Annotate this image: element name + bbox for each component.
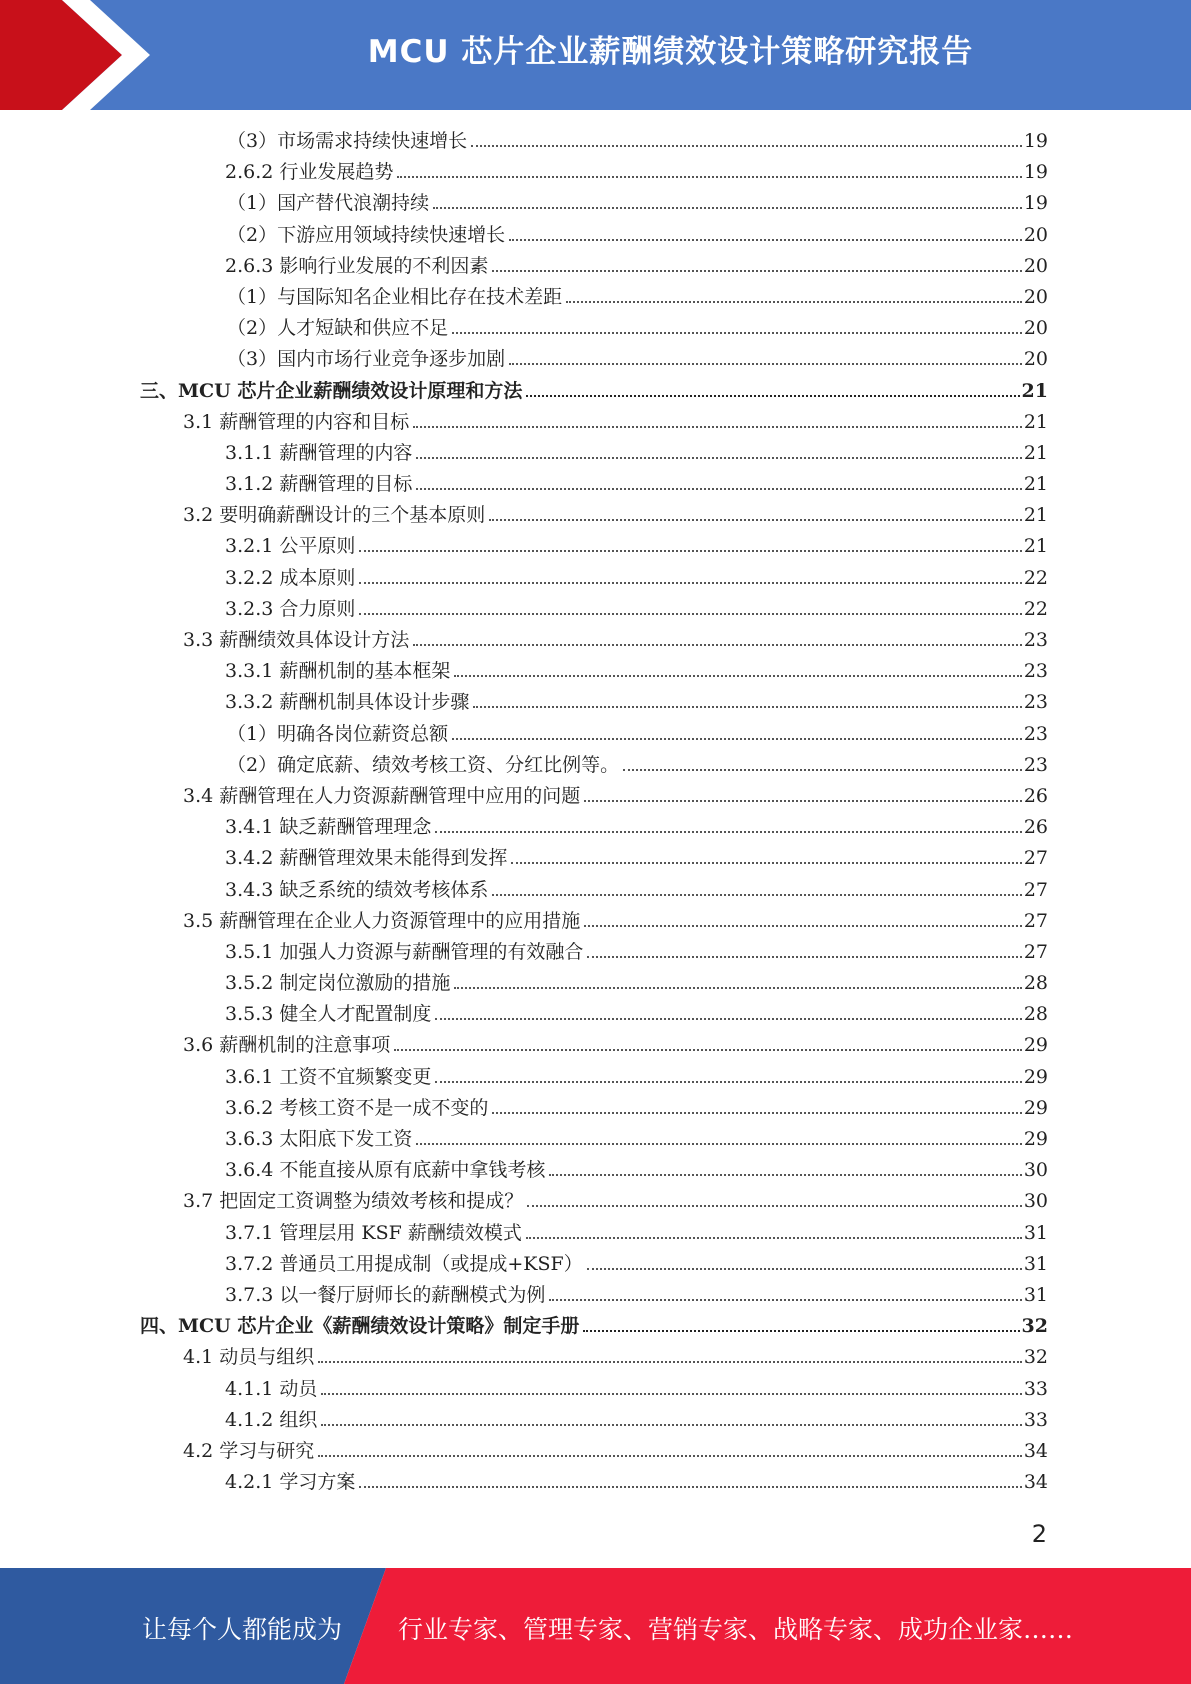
toc-dot-leader	[623, 769, 1022, 771]
toc-entry-page: 34	[1023, 1471, 1048, 1494]
toc-dot-leader	[549, 1299, 1021, 1301]
toc-entry[interactable]	[140, 1249, 1048, 1280]
toc-entry[interactable]	[140, 812, 1048, 843]
toc-dot-leader	[452, 332, 1022, 334]
toc-entry[interactable]	[140, 656, 1048, 687]
toc-dot-leader	[471, 145, 1022, 147]
toc-dot-leader	[454, 987, 1021, 989]
toc-entry-label: （1）与国际知名企业相比存在技术差距	[227, 285, 563, 308]
toc-dot-leader	[452, 738, 1022, 740]
toc-entry-page: 26	[1023, 784, 1048, 807]
toc-entry-page: 33	[1023, 1408, 1048, 1431]
toc-entry[interactable]	[140, 968, 1048, 999]
toc-entry[interactable]	[140, 188, 1048, 219]
toc-entry-page: 19	[1023, 161, 1048, 184]
toc-entry-page: 29	[1023, 1065, 1048, 1088]
toc-entry-label: （2）确定底薪、绩效考核工资、分红比例等。	[227, 753, 620, 776]
toc-entry-label: 3.2.3 合力原则	[225, 597, 356, 620]
toc-entry-label: 3.6 薪酬机制的注意事项	[183, 1034, 391, 1057]
toc-entry[interactable]	[140, 251, 1048, 282]
toc-entry-label: 四、MCU 芯片企业《薪酬绩效设计策略》制定手册	[140, 1315, 580, 1338]
toc-entry-label: 4.2.1 学习方案	[225, 1471, 356, 1494]
toc-entry-label: （2）人才短缺和供应不足	[227, 317, 449, 340]
toc-entry-page: 27	[1023, 847, 1048, 870]
toc-dot-leader	[587, 1268, 1022, 1270]
toc-entry[interactable]	[140, 906, 1048, 937]
toc-entry-page: 20	[1023, 317, 1048, 340]
toc-entry[interactable]	[140, 1405, 1048, 1436]
toc-dot-leader	[359, 582, 1021, 584]
toc-entry-label: 3.4.3 缺乏系统的绩效考核体系	[225, 878, 489, 901]
toc-entry-page: 21	[1023, 441, 1048, 464]
toc-dot-leader	[587, 956, 1021, 958]
toc-dot-leader	[566, 301, 1022, 303]
toc-entry-label: 3.1 薪酬管理的内容和目标	[183, 410, 410, 433]
toc-entry[interactable]	[140, 1186, 1048, 1217]
toc-entry[interactable]	[140, 313, 1048, 344]
toc-entry[interactable]	[140, 157, 1048, 188]
toc-dot-leader	[359, 613, 1021, 615]
toc-dot-leader	[435, 831, 1021, 833]
toc-dot-leader	[321, 1424, 1021, 1426]
toc-entry-label: 3.7.2 普通员工用提成制（或提成+KSF）	[225, 1252, 583, 1275]
toc-dot-leader	[433, 207, 1022, 209]
toc-entry-page: 26	[1023, 816, 1048, 839]
toc-dot-leader	[527, 1205, 1022, 1207]
toc-entry[interactable]	[140, 937, 1048, 968]
toc-entry-label: （1）国产替代浪潮持续	[227, 192, 430, 215]
toc-dot-leader	[509, 239, 1022, 241]
toc-entry-label: 3.1.1 薪酬管理的内容	[225, 441, 413, 464]
footer-slogan-left: 让每个人都能成为	[142, 1615, 343, 1644]
toc-entry-label: 3.4.1 缺乏薪酬管理理念	[225, 816, 432, 839]
toc-entry-label: （2）下游应用领域持续快速增长	[227, 223, 506, 246]
toc-dot-leader	[583, 1330, 1019, 1332]
toc-entry[interactable]	[140, 407, 1048, 438]
toc-entry[interactable]	[140, 750, 1048, 781]
toc-entry-page: 27	[1023, 909, 1048, 932]
toc-entry-label: 3.4.2 薪酬管理效果未能得到发挥	[225, 847, 508, 870]
toc-dot-leader	[454, 675, 1021, 677]
toc-dot-leader	[492, 270, 1021, 272]
toc-entry-page: 31	[1023, 1252, 1048, 1275]
toc-entry[interactable]	[140, 438, 1048, 469]
toc-entry[interactable]	[140, 469, 1048, 500]
toc-entry-label: 3.7.1 管理层用 KSF 薪酬绩效模式	[225, 1221, 522, 1244]
toc-entry[interactable]	[140, 1093, 1048, 1124]
toc-entry[interactable]	[140, 1311, 1048, 1342]
toc-dot-leader	[549, 1174, 1021, 1176]
toc-entry-page: 20	[1023, 223, 1048, 246]
toc-entry[interactable]	[140, 282, 1048, 313]
toc-entry[interactable]	[140, 1155, 1048, 1186]
toc-dot-leader	[584, 925, 1022, 927]
toc-entry-page: 21	[1023, 535, 1048, 558]
toc-entry[interactable]	[140, 344, 1048, 375]
toc-entry-label: 3.5.3 健全人才配置制度	[225, 1003, 432, 1026]
toc-dot-leader	[526, 395, 1019, 397]
toc-dot-leader	[511, 862, 1021, 864]
toc-entry[interactable]	[140, 220, 1048, 251]
toc-entry-page: 31	[1023, 1221, 1048, 1244]
toc-entry[interactable]	[140, 500, 1048, 531]
toc-entry-page: 32	[1021, 1315, 1048, 1338]
toc-entry[interactable]	[140, 594, 1048, 625]
toc-entry-page: 31	[1023, 1283, 1048, 1306]
toc-entry[interactable]	[140, 843, 1048, 874]
toc-entry-page: 23	[1023, 691, 1048, 714]
toc-entry-label: 3.2.2 成本原则	[225, 566, 356, 589]
toc-entry-label: 3.7.3 以一餐厅厨师长的薪酬模式为例	[225, 1283, 546, 1306]
toc-entry[interactable]	[140, 376, 1048, 407]
toc-entry-label: 3.3.2 薪酬机制具体设计步骤	[225, 691, 470, 714]
toc-dot-leader	[526, 1237, 1022, 1239]
toc-dot-leader	[416, 457, 1021, 459]
toc-entry[interactable]	[140, 1218, 1048, 1249]
toc-dot-leader	[318, 1455, 1022, 1457]
toc-entry[interactable]	[140, 999, 1048, 1030]
toc-entry-page: 33	[1023, 1377, 1048, 1400]
toc-entry-label: 4.1.1 动员	[225, 1377, 318, 1400]
toc-entry-label: 4.1.2 组织	[225, 1408, 318, 1431]
toc-entry-label: 3.5.1 加强人力资源与薪酬管理的有效融合	[225, 940, 584, 963]
toc-entry-page: 30	[1023, 1159, 1048, 1182]
toc-entry-page: 30	[1023, 1190, 1048, 1213]
toc-entry-page: 34	[1023, 1439, 1048, 1462]
toc-dot-leader	[435, 1018, 1021, 1020]
toc-entry-label: 3.6.2 考核工资不是一成不变的	[225, 1096, 489, 1119]
toc-entry-page: 23	[1023, 660, 1048, 683]
toc-entry[interactable]	[140, 687, 1048, 718]
toc-entry-page: 19	[1023, 192, 1048, 215]
toc-entry-page: 23	[1023, 753, 1048, 776]
toc-entry-label: （3）国内市场行业竞争逐步加剧	[227, 348, 506, 371]
toc-entry-label: 3.3 薪酬绩效具体设计方法	[183, 629, 410, 651]
toc-entry-label: 3.7 把固定工资调整为绩效考核和提成？	[183, 1190, 524, 1213]
toc-entry-page: 29	[1023, 1128, 1048, 1150]
toc-entry[interactable]	[140, 1436, 1048, 1467]
toc-entry[interactable]	[140, 1342, 1048, 1373]
page-header	[0, 0, 1191, 110]
toc-dot-leader	[509, 363, 1022, 365]
toc-dot-leader	[413, 644, 1022, 646]
toc-dot-leader	[584, 800, 1022, 802]
toc-dot-leader	[413, 426, 1022, 428]
toc-entry-label: 3.3.1 薪酬机制的基本框架	[225, 660, 451, 683]
toc-entry[interactable]	[140, 1030, 1048, 1061]
toc-entry-label: 3.6.3 太阳底下发工资	[225, 1128, 413, 1150]
toc-entry[interactable]	[140, 1280, 1048, 1311]
page-footer	[0, 1568, 1191, 1684]
toc-dot-leader	[321, 1393, 1021, 1395]
page-number: 2	[1031, 1520, 1047, 1548]
toc-entry[interactable]	[140, 126, 1048, 157]
table-of-contents	[140, 126, 1048, 1498]
toc-entry-label: 3.5.2 制定岗位激励的措施	[225, 972, 451, 995]
toc-entry[interactable]	[140, 1124, 1048, 1155]
toc-entry-page: 28	[1023, 972, 1048, 995]
toc-dot-leader	[435, 1081, 1021, 1083]
toc-entry-label: 3.6.1 工资不宜频繁变更	[225, 1065, 432, 1088]
toc-dot-leader	[492, 894, 1021, 896]
toc-dot-leader	[359, 1486, 1021, 1488]
toc-entry-page: 29	[1023, 1096, 1048, 1119]
toc-dot-leader	[318, 1361, 1022, 1363]
toc-entry-label: 2.6.2 行业发展趋势	[225, 161, 394, 184]
toc-dot-leader	[473, 706, 1021, 708]
toc-dot-leader	[397, 176, 1021, 178]
toc-entry-page: 23	[1023, 722, 1048, 745]
toc-entry-label: 4.2 学习与研究	[183, 1439, 315, 1462]
toc-entry-page: 27	[1023, 940, 1048, 963]
toc-entry-page: 21	[1023, 504, 1048, 527]
toc-entry[interactable]	[140, 1467, 1048, 1498]
report-title: MCU 芯片企业薪酬绩效设计策略研究报告	[367, 34, 974, 70]
toc-entry[interactable]	[140, 1062, 1048, 1093]
toc-entry-page: 23	[1023, 629, 1048, 651]
toc-entry-page: 21	[1023, 410, 1048, 433]
footer-slogan-right: 行业专家、管理专家、营销专家、战略专家、成功企业家……	[398, 1615, 1074, 1644]
toc-entry-label: （3）市场需求持续快速增长	[227, 130, 468, 152]
toc-dot-leader	[416, 1143, 1021, 1145]
toc-entry-page: 32	[1023, 1346, 1048, 1369]
toc-entry[interactable]	[140, 1374, 1048, 1405]
toc-dot-leader	[492, 1112, 1021, 1114]
toc-entry-label: 4.1 动员与组织	[183, 1346, 315, 1369]
toc-entry-label: 3.2.1 公平原则	[225, 535, 356, 558]
toc-entry[interactable]	[140, 781, 1048, 812]
toc-entry[interactable]	[140, 625, 1048, 656]
toc-entry-label: 三、MCU 芯片企业薪酬绩效设计原理和方法	[140, 379, 523, 402]
toc-entry[interactable]	[140, 531, 1048, 562]
toc-dot-leader	[416, 488, 1021, 490]
toc-entry-page: 20	[1023, 285, 1048, 308]
toc-entry-page: 28	[1023, 1003, 1048, 1026]
toc-entry-label: 3.6.4 不能直接从原有底薪中拿钱考核	[225, 1159, 546, 1182]
toc-entry-page: 27	[1023, 878, 1048, 901]
toc-entry[interactable]	[140, 563, 1048, 594]
toc-dot-leader	[359, 550, 1021, 552]
toc-entry-page: 21	[1021, 379, 1048, 402]
toc-entry-page: 22	[1023, 566, 1048, 589]
toc-entry-label: 3.2 要明确薪酬设计的三个基本原则	[183, 504, 486, 527]
toc-entry-label: 3.1.2 薪酬管理的目标	[225, 473, 413, 496]
toc-entry-page: 19	[1023, 130, 1048, 152]
toc-entry-page: 21	[1023, 473, 1048, 496]
toc-entry-page: 20	[1023, 254, 1048, 277]
toc-entry-page: 22	[1023, 597, 1048, 620]
toc-entry[interactable]	[140, 875, 1048, 906]
toc-dot-leader	[394, 1049, 1022, 1051]
toc-entry-label: （1）明确各岗位薪资总额	[227, 722, 449, 745]
toc-dot-leader	[489, 519, 1022, 521]
toc-entry-page: 20	[1023, 348, 1048, 371]
toc-entry-label: 3.5 薪酬管理在企业人力资源管理中的应用措施	[183, 909, 581, 932]
toc-entry-page: 29	[1023, 1034, 1048, 1057]
toc-entry-label: 3.4 薪酬管理在人力资源薪酬管理中应用的问题	[183, 784, 581, 807]
toc-entry[interactable]	[140, 719, 1048, 750]
toc-entry-label: 2.6.3 影响行业发展的不利因素	[225, 254, 489, 277]
